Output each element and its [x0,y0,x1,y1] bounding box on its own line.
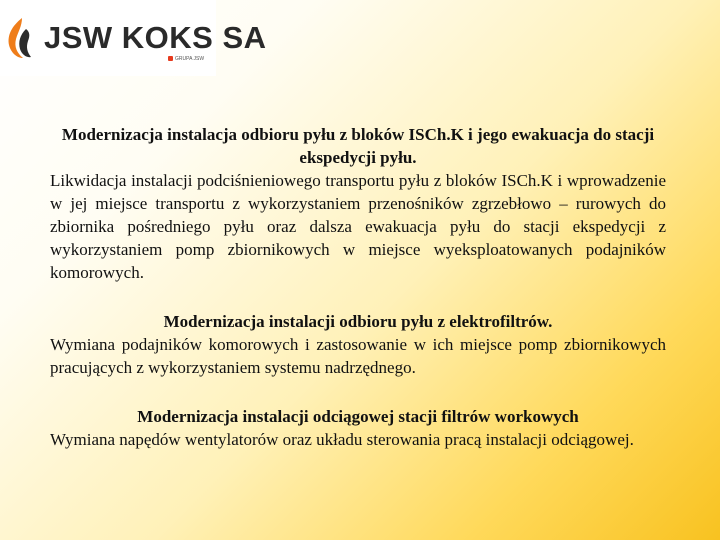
logo-subtitle [168,56,204,62]
logo [0,0,267,76]
flame-logo-icon [6,17,36,59]
section-heading: Modernizacja instalacji odciągowej stacji filtrów workowych [137,407,579,426]
slide-content [50,123,666,451]
logo-text: JSW KOKS SA [44,20,267,55]
section-dust-extraction [50,123,666,284]
section-bag-filters [50,405,666,451]
section-heading: Modernizacja instalacji odbioru pyłu z elektrofiltrów. [163,312,553,331]
section-heading: Modernizacja instalacja odbioru pyłu z bloków ISCh.K i jego ewakuacja do stacji ekspedycji pyłu. [61,125,655,167]
section-electrofilters [50,310,666,379]
group-mark-icon [168,56,173,61]
section-body: Wymiana podajników komorowych i zastosowanie w ich miejsce pomp zbiornikowych pracujących z wykorzystaniem systemu nadrzędnego. [50,335,666,377]
section-body: Wymiana napędów wentylatorów oraz układu sterowania pracą instalacji odciągowej. [50,430,634,449]
logo-subtitle-text: GRUPA JSW [175,56,205,62]
section-body: Likwidacja instalacji podciśnieniowego transportu pyłu z bloków ISCh.K i wprowadzenie w jej miejsce transportu z wykorzystaniem przenośników zgrzebłowo – rurowych do zbiornika pośredniego pyłu oraz dalsza ewakuacja pyłu do stacji ekspedycji z wykorzystaniem pomp zbiornikowych w miejsce wyeksploatowanych podajników komorowych. [50,171,666,282]
